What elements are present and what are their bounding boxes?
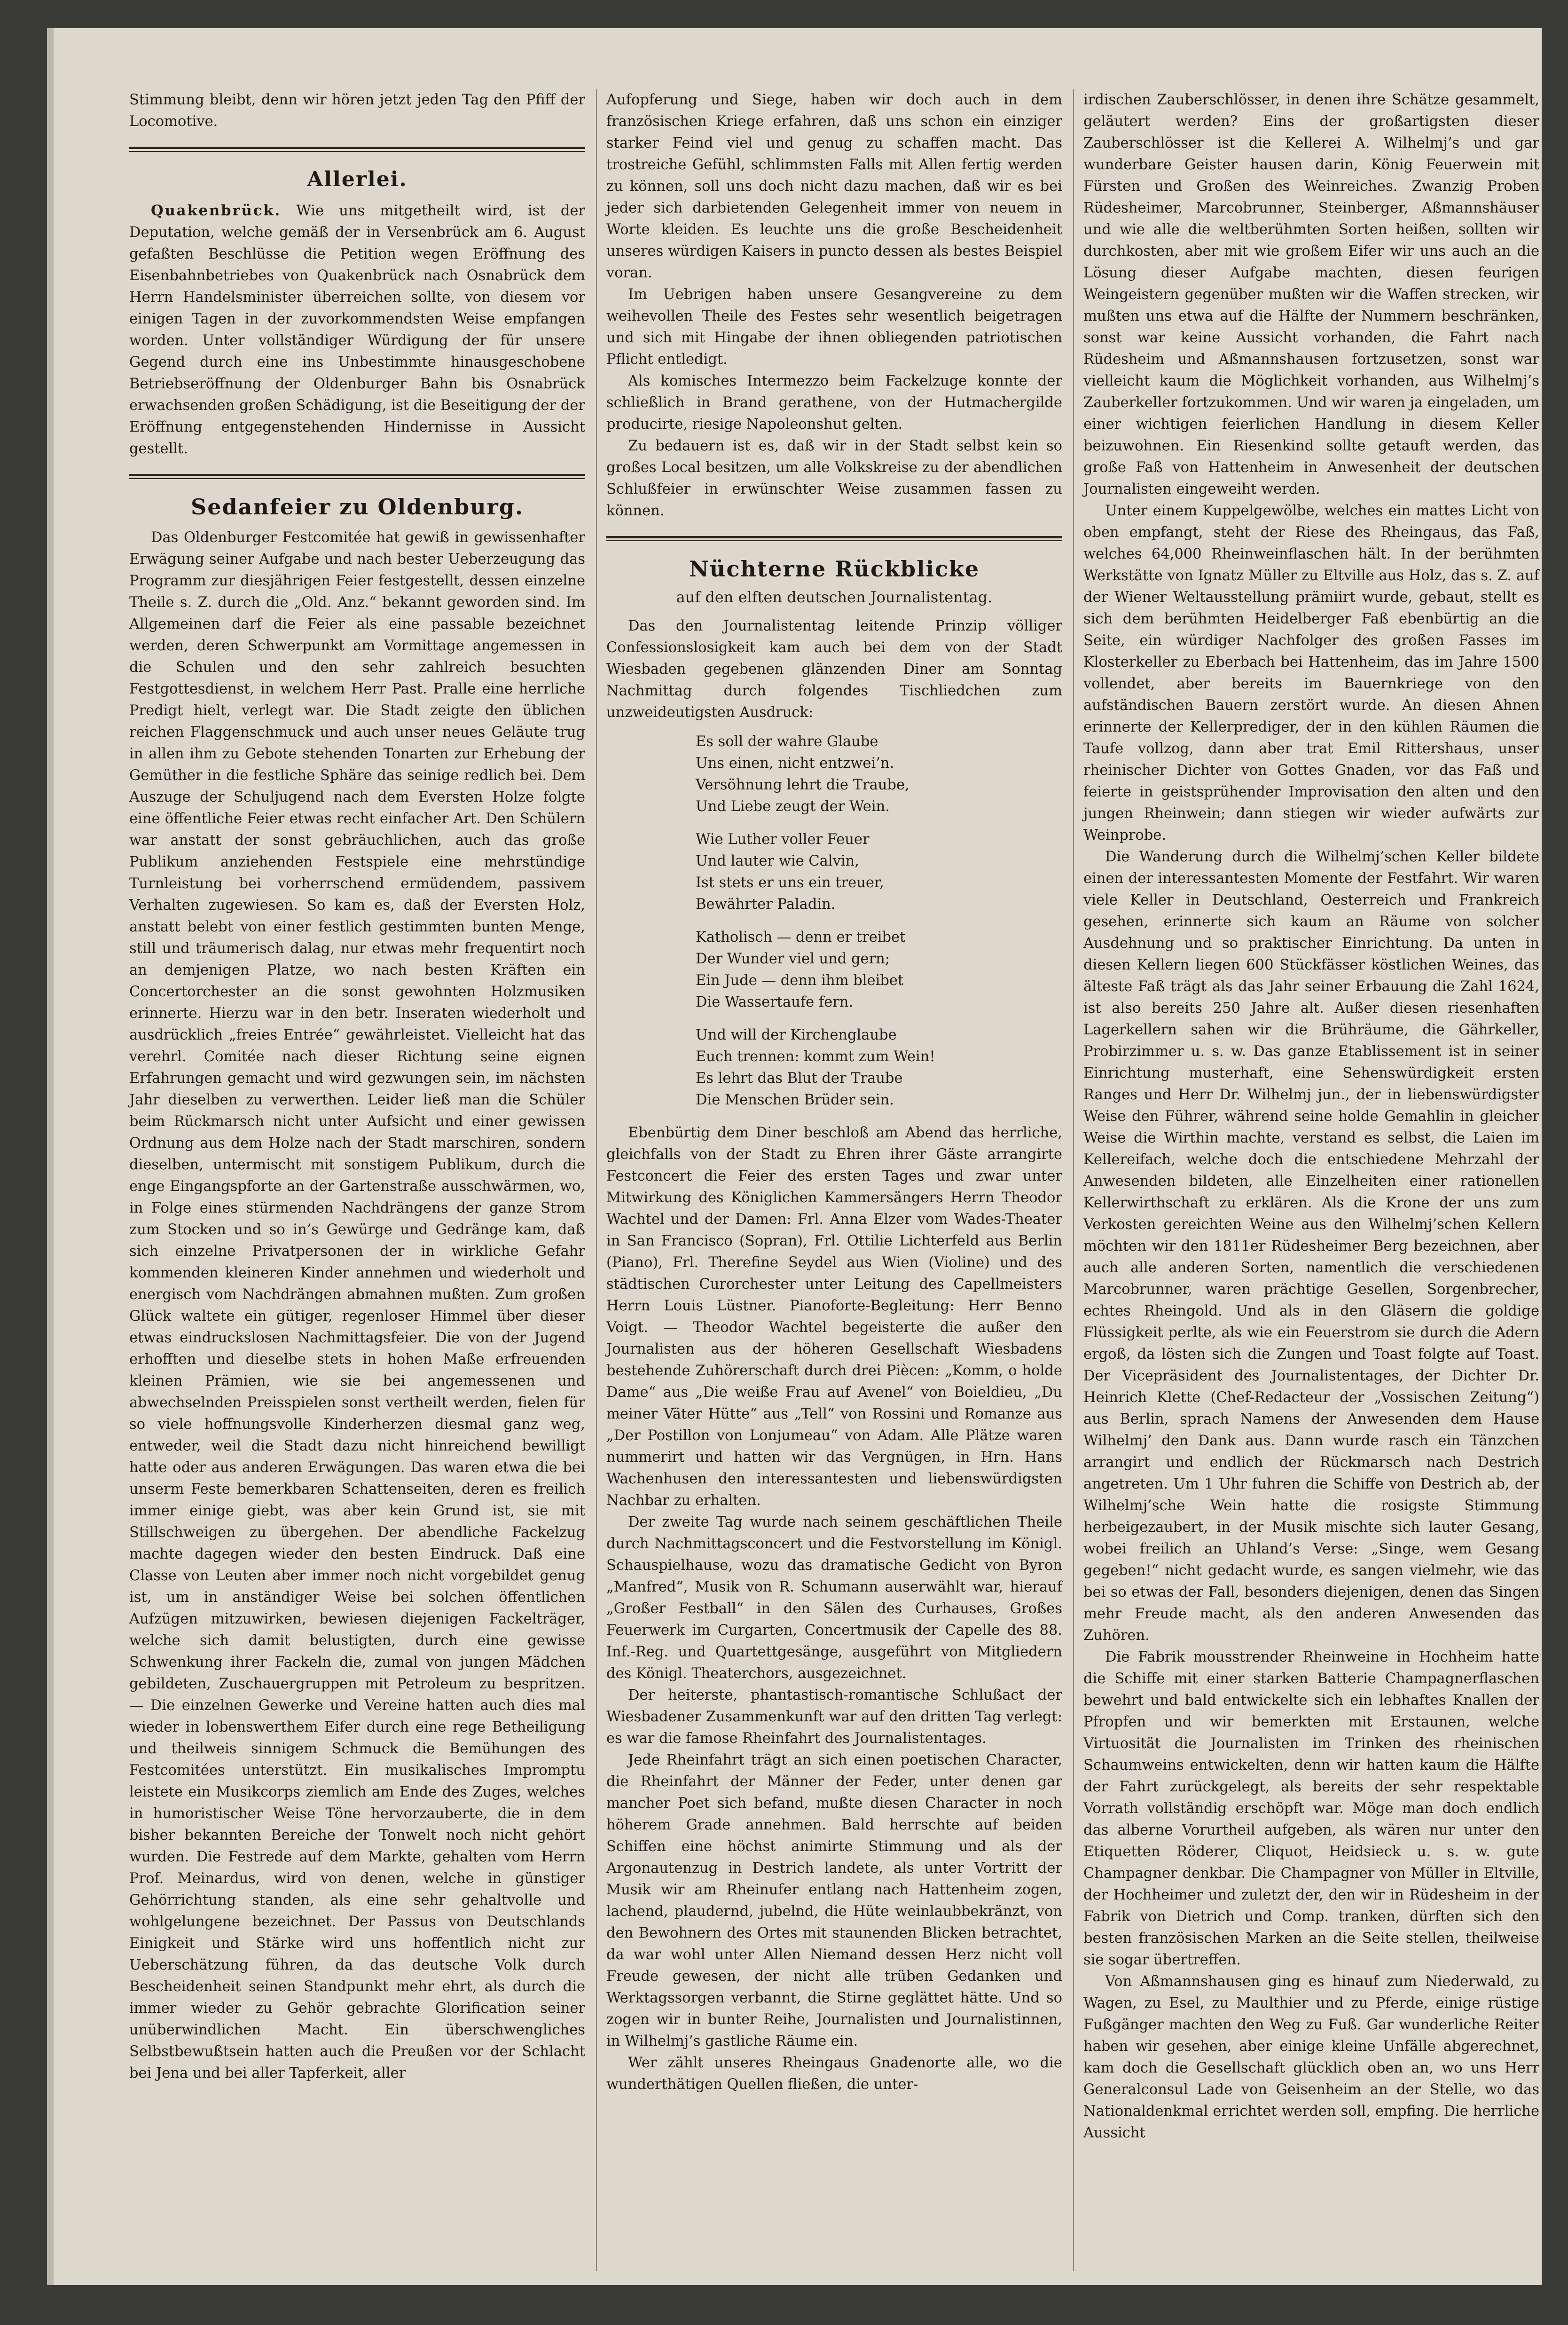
allerlei-heading: Allerlei.: [307, 167, 408, 191]
newspaper-page: [47, 28, 1542, 2285]
col3-paragraph: Die Wanderung durch die Wilhelmj’schen Keller bildete einen der interessantesten Momente der Festfahrt. Wir waren viele Keller in Deutschland, Oesterreich und Frankreich gesehen, erinnerte sich kaum an Räume von solcher Ausdehnung und so praktischer Einrichtung. Da unten in diesen Kellern liegen 600 Stückfässer köstlichen Weines, das älteste Faß trägt als das Jahr seiner Erbauung die Zahl 1624, ist also bereits 250 Jahre alt. Außer diesen riesenhaften Lagerkellern sahen wir die Brühräume, die Gährkeller, Probirzimmer u. s. w. Das ganze Etablissement ist in seiner Einrichtung musterhaft, eine Sehenswürdigkeit ersten Ranges und Herr Dr. Wilhelmj jun., der in liebenswürdigster Weise den Führer, während seine holde Gemahlin in gleicher Weise die Wirthin machte, verstand es selbst, die Laien im Kellereifach, welche doch die entschiedene Mehrzahl der Anwesenden bildeten, alle Einzelheiten einer rationellen Kellerwirthschaft zu erklären. Als die Krone der uns zum Verkosten gereichten Weine aus den Wilhelmj’schen Kellern möchten wir den 1811er Rüdesheimer Berg bezeichnen, aber auch alle anderen Sorten, namentlich die verschiedenen Marcobrunner, waren prächtige Gesellen, Sorgenbrecher, echtes Rheingold. Und als in den Gläsern die goldige Flüssigkeit perlte, als wie ein Feuerstrom sie durch die Adern ergoß, da lösten sich die Zungen und Toast folgte auf Toast. Der Vicepräsident des Journalistentages, der Dichter Dr. Heinrich Klette (Chef-Redacteur der „Vossischen Zeitung“) aus Berlin, sprach Namens der Anwesenden dem Hause Wilhelmj’ den Dank aus. Dann wurde rasch ein Tänzchen arrangirt und endlich der Rückmarsch nach Destrich angetreten. Um 1 Uhr fuhren die Schiffe von Destrich ab, der Wilhelmj’sche Wein hatte die rosigste Stimmung herbeigezaubert, in der Musik mischte sich lauter Gesang, wobei freilich an Uhland’s Verse: „Singe, wem Gesang gegeben!“ nicht gedacht wurde, es sangen vielmehr, wie das bei so etwas der Fall, besonders diejenigen, denen das Singen mehr Freude macht, als den anderen Anwesenden das Zuhören.: [1083, 849, 1539, 1644]
rueckblicke-heading: Nüchterne Rückblicke: [689, 556, 980, 582]
poem-stanza: [696, 927, 1062, 1013]
poem-line: Katholisch — denn er treibet: [696, 929, 906, 946]
poem-line: Der Wunder viel und gern;: [696, 951, 890, 967]
poem-line: Ein Jude — denn ihm bleibet: [696, 972, 904, 989]
page-binding-edge: [47, 28, 54, 2285]
poem-line: Und lauter wie Calvin,: [696, 853, 859, 869]
poem-stanza: [696, 1025, 1062, 1111]
poem-line: Versöhnung lehrt die Traube,: [696, 777, 909, 793]
poem-line: Bewährter Paladin.: [696, 896, 836, 913]
table-song-poem: [696, 731, 1062, 1111]
poem-line: Euch trennen: kommt zum Wein!: [696, 1048, 935, 1065]
col2-paragraph: Jede Rheinfahrt trägt an sich einen poetischen Character, die Rheinfahrt der Männer der Feder, unter denen gar mancher Poet sich befand, mußte diesen Character in noch höherem Grade annehmen. Bald herrschte auf beiden Schiffen eine höchst animirte Stimmung und als der Argonautenzug in Destrich landete, als unter Vortritt der Musik wir am Rheinufer entlang nach Hattenheim zogen, lachend, plaudernd, jubelnd, die Hüte weinlaubbekränzt, von den Bewohnern des Ortes mit staunenden Blicken betrachtet, da war wohl unter Allen Niemand dessen Herz nicht voll Freude gewesen, der nicht alle trüben Gedanken und Werktagssorgen verbannt, die Stirne geglättet hätte. Und so zogen wir in bunter Reihe, Journalisten und Journalistinnen, in Wilhelmj’s gastliche Räume ein.: [606, 1752, 1062, 2049]
col2-paragraph: Wer zählt unseres Rheingaus Gnadenorte alle, wo die wunderthätigen Quellen fließen, die unter-: [606, 2055, 1062, 2093]
poem-line: Und Liebe zeugt der Wein.: [696, 798, 890, 815]
poem-stanza: [696, 829, 1062, 915]
column-divider: [1073, 89, 1074, 2271]
poem-line: Und will der Kirchenglaube: [696, 1027, 897, 1043]
poem-line: Die Wassertaufe fern.: [696, 994, 854, 1010]
allerlei-place: Quakenbrück.: [151, 202, 282, 219]
poem-line: Wie Luther voller Feuer: [696, 831, 870, 848]
poem-stanza: [696, 731, 1062, 818]
col3-paragraph: irdischen Zauberschlösser, in denen ihre Schätze gesammelt, geläutert werden? Eins der großartigsten dieser Zauberschlösser ist die Kellerei A. Wilhelmj’s und gar wunderbare Geister hausen darin, König Feuerwein mit Fürsten und Großen des Weinreiches. Zwanzig Proben Rüdesheimer, Marcobrunner, Steinberger, Aßmannshäuser und wie alle die weltberühmten Sorten heißen, sollten wir durchkosten, aber mit wie großem Eifer wir uns auch an die Lösung dieser Aufgabe machten, diesen feurigen Weingeistern gegenüber mußten wir die Waffen strecken, wir mußten uns etwa auf die Hälfte der Nummern beschränken, sonst war keine Aussicht vorhanden, die Fahrt nach Rüdesheim und Aßmannshausen fortzusetzen, sonst war vielleicht kaum die Möglichkeit vorhanden, aus Wilhelmj’s Zauberkeller fortzukommen. Und wir waren ja eingeladen, um einer wichtigen feierlichen Handlung in diesem Keller beizuwohnen. Ein Riesenkind sollte getauft werden, das große Faß von Hattenheim in Anwesenheit der deutschen Journalisten eingeweiht werden.: [1083, 92, 1539, 497]
col2-paragraph: Als komisches Intermezzo beim Fackelzuge konnte der schließlich in Brand gerathene, von der Hutmachergilde producirte, riesige Napoleonshut gelten.: [606, 373, 1062, 433]
col2-paragraph: Zu bedauern ist es, daß wir in der Stadt selbst kein so großes Local besitzen, um alle Volkskreise zu der abendlichen Schlußfeier in erwünschter Weise zusammen fassen zu können.: [606, 438, 1062, 519]
poem-line: Die Menschen Brüder sein.: [696, 1092, 894, 1108]
section-divider: [606, 536, 1062, 541]
poem-line: Uns einen, nicht entzwei’n.: [696, 755, 894, 772]
column-divider: [596, 89, 597, 2271]
col2-paragraph: Aufopferung und Siege, haben wir doch auch in dem französischen Kriege erfahren, daß uns schon ein einziger starker Feind viel und genug zu schaffen macht. Das trostreiche Gefühl, schlimmsten Falls mit Allen fertig werden zu können, soll uns doch nicht dazu machen, daß wir es bei jeder sich darbietenden Gelegenheit immer von neuem in Worte kleiden. Es leuchte uns die große Bescheidenheit unseres würdigen Kaisers in puncto dessen als bestes Beispiel voran.: [606, 92, 1062, 281]
sedan-paragraph: Das Oldenburger Festcomitée hat gewiß in gewissenhafter Erwägung seiner Aufgabe und nach bester Ueberzeugung das Programm zur diesjährigen Feier festgestellt, dessen einzelne Theile s. Z. durch die „Old. Anz.“ bekannt geworden sind. Im Allgemeinen darf die Feier als eine passable bezeichnet werden, deren Schwerpunkt am Vormittage angemessen in die Schulen und den sehr zahlreich besuchten Festgottesdienst, in welchem Herr Past. Pralle eine herrliche Predigt hielt, verlegt war. Die Stadt zeigte den üblichen reichen Flaggenschmuck und auch unser neues Geläute trug in allen ihm zu Gebote stehenden Tonarten zur Erhebung der Gemüther in die festliche Sphäre das seinige redlich bei. Dem Auszuge der Schuljugend nach dem Eversten Holze folgte eine öffentliche Feier etwas recht einfacher Art. Den Schülern war anstatt der sonst gebräuchlichen, auch das große Publikum anziehenden Festspiele eine mehrstündige Turnleistung bei vorherrschend ermüdendem, passivem Verhalten zugewiesen. So kam es, daß der Eversten Holz, anstatt belebt von einer festlich gestimmten bunten Menge, still und träumerisch dalag, nur etwas mehr frequentirt noch an demjenigen Platze, wo nach besten Kräften ein Concertorchester an die sonst gewohnten Holzmusiken erinnerte. Hierzu war in den betr. Inseraten wiederholt und ausdrücklich „freies Entrée“ gewährleistet. Vielleicht hat das verehrl. Comitée nach dieser Richtung seine eignen Erfahrungen gemacht und wird gezwungen sein, im nächsten Jahr dieselben zu verwerthen. Leider ließ man die Schüler beim Rückmarsch nicht unter Aufsicht und einer gewissen Ordnung aus dem Holze nach der Stadt marschiren, sondern dieselben, untermischt mit sonstigem Publikum, durch die enge Eingangspforte an der Gartenstraße ausschwärmen, wo, in Folge eines stürmenden Nachdrängens der ganze Strom zum Stocken und so in’s Gewürge und Gedränge kam, daß sich einzelne Privatpersonen der in wirkliche Gefahr kommenden kleineren Kinder annehmen und wiederholt und energisch vom Nachdrängen abmahnen mußten. Zum großen Glück waltete ein gütiger, regenloser Himmel über dieser etwas eindruckslosen Nachmittagsfeier. Die von der Jugend erhofften und dieselbe stets in hohen Maße erfreuenden kleinen Prämien, wie sie bei angemessenen und abwechselnden Preisspielen sonst vertheilt werden, fielen für so viele hoffnungsvolle Kinderherzen diesmal ganz weg, entweder, weil die Stadt dazu nicht hinreichend bewilligt hatte oder aus anderen Erwägungen. Das waren etwa die bei unserm Feste bemerkbaren Schattenseiten, deren es freilich immer einige giebt, was aber kein Grund ist, sie mit Stillschweigen zu übergehen. Der abendliche Fackelzug machte dagegen wieder den besten Eindruck. Daß eine Classe von Leuten aber immer noch nicht vorgebildet genug ist, um in anständiger Weise bei solchen öffentlichen Aufzügen mitzuwirken, bewiesen diejenigen Fackelträger, welche sich damit belustigten, durch eine gewisse Schwenkung ihrer Fackeln die, zumal von jungen Mädchen gebildeten, Zuschauergruppen mit Petroleum zu bespritzen. — Die einzelnen Gewerke und Vereine hatten auch dies mal wieder in lobenswerthem Eifer durch eine rege Betheiligung und theilweis sinnigem Schmuck die Bemühungen des Festcomitées unterstützt. Ein musikalisches Impromptu leistete ein Musikcorps ziemlich am Ende des Zuges, welches in humoristischer Weise Töne hervorzauberte, die in dem bisher bekannten Bereiche der Tonwelt noch nicht gehört wurden. Die Festrede auf dem Markte, gehalten vom Herrn Prof. Meinardus, wird von denen, welche in günstiger Gehörrichtung standen, als eine sehr gehaltvolle und wohlgelungene bezeichnet. Der Passus von Deutschlands Einigkeit und Stärke wird uns hoffentlich nicht zur Ueberschätzung führen, da das deutsche Volk durch Bescheidenheit seinen Standpunkt mehr ehrt, als durch die immer wieder zu Gehör gebrachte Glorification seiner unüberwindlichen Macht. Ein überschwengliches Selbstbewußtsein hatten auch die Preußen vor der Schlacht bei Jena und bei aller Tapferkeit, aller: [129, 529, 585, 2081]
column-2: [606, 89, 1062, 2096]
col2-paragraph: Im Uebrigen haben unsere Gesangvereine zu dem weihevollen Theile des Festes sehr wesentlich beigetragen und sich mit Hingabe der ihnen obliegenden patriotischen Pflicht entledigt.: [606, 286, 1062, 368]
col2-paragraph: Der zweite Tag wurde nach seinem geschäftlichen Theile durch Nachmittagsconcert und die Festvorstellung im Königl. Schauspielhause, wozu das dramatische Gedicht von Byron „Manfred“, Musik von R. Schumann auserwählt war, hierauf „Großer Festball“ in den Sälen des Curhauses, Großes Feuerwerk im Curgarten, Concertmusik der Capelle des 88. Inf.-Reg. und Quartettgesänge, ausgeführt von Mitgliedern des Königl. Theaterchors, ausgezeichnet.: [606, 1514, 1062, 1682]
poem-line: Es soll der wahre Glaube: [696, 733, 878, 750]
section-divider: [129, 147, 585, 152]
poem-line: Ist stets er uns ein treuer,: [696, 875, 884, 891]
col3-paragraph: Die Fabrik mousstrender Rheinweine in Hochheim hatte die Schiffe mit einer starken Batterie Champagnerflaschen bewehrt und bald entwickelte sich ein lebhaftes Knallen der Pfropfen und wir bemerkten mit Erstaunen, welche Virtuosität die Journalisten im Trinken des rheinischen Schaumweins entwickelten, denn wir hatten kaum die Hälfte der Fahrt zurückgelegt, als bereits der sehr respektable Vorrath vollständig erschöpft war. Möge man doch endlich das alberne Vorurtheil aufgeben, als wären nur unter den Etiquetten Röderer, Cliquot, Heidsieck u. s. w. gute Champagner denkbar. Die Champagner von Müller in Eltville, der Hochheimer und zuletzt der, den wir in Rüdesheim in der Fabrik von Dietrich und Comp. tranken, dürften sich den besten französischen Marken an die Seite stellen, theilweise sie sogar übertreffen.: [1083, 1649, 1539, 1968]
rueckblicke-subtitle: auf den elften deutschen Journalistentag.: [676, 588, 993, 606]
allerlei-paragraph: [129, 200, 585, 460]
column-1: [129, 89, 585, 2084]
col3-paragraph: Unter einem Kuppelgewölbe, welches ein mattes Licht von oben empfangt, steht der Riese des Rheingaus, das Faß, welches 64,000 Rheinweinflaschen hält. In der berühmten Werkstätte von Ignatz Müller zu Eltville aus Holz, das s. Z. auf der Wiener Weltausstellung prämiirt wurde, gebaut, stellt es sich dem berühmten Heidelberger Faß ebenbürtig an die Seite, ein würdiger Nachfolger des großen Fasses im Klosterkeller zu Eberbach bei Hattenheim, das im Jahre 1500 vollendet, aber bereits im Bauernkriege von den aufständischen Bauern zerstört wurde. An diesen Ahnen erinnerte der Kellerprediger, der in den kühlen Räumen die Taufe vollzog, dann aber trat Emil Rittershaus, unser rheinischer Dichter von Gottes Gnaden, vor das Faß und feierte in geistsprühender Improvisation den alten und den jungen Rheinwein; dann stiegen wir wieder aufwärts zur Weinprobe.: [1083, 503, 1539, 843]
col2-paragraph: Das den Journalistentag leitende Prinzip völliger Confessionslosigkeit kam auch bei dem von der Stadt Wiesbaden gegebenen glänzenden Diner am Sonntag Nachmittag durch folgendes Tischliedchen zum unzweideutigsten Ausdruck:: [606, 618, 1062, 721]
column-3: [1083, 89, 1539, 2144]
col2-paragraph: Der heiterste, phantastisch-romantische Schlußact der Wiesbadener Zusammenkunft war auf den dritten Tag verlegt: es war die famose Rheinfahrt des Journalistentages.: [606, 1687, 1062, 1747]
col3-paragraph: Von Aßmannshausen ging es hinauf zum Niederwald, zu Wagen, zu Esel, zu Maulthier und zu Pferde, einige rüstige Fußgänger machten den Weg zu Fuß. Gar wunderliche Reiter haben wir gesehen, aber einige kleine Unfälle abgerechnet, kam doch die Gesellschaft glücklich oben an, wo uns Herr Generalconsul Lade von Geisenheim an der Stelle, wo das Nationaldenkmal errichtet werden soll, empfing. Die herrliche Aussicht: [1083, 1973, 1539, 2141]
allerlei-text: Wie uns mitgetheilt wird, ist der Deputation, welche gemäß der in Versenbrück am 6. August gefaßten Beschlüsse die Petition wegen Eröffnung des Eisenbahnbetriebes von Quakenbrück nach Osnabrück dem Herrn Handelsminister überreichen sollte, von diesem vor einigen Tagen in der zuvorkommendsten Weise empfangen worden. Unter vollständiger Würdigung der für unsere Gegend durch eine ins Unbestimmte hinausgeschobene Betriebseröffnung der Oldenburger Bahn bis Osnabrück erwachsenden großen Schädigung, ist die Beseitigung der der Eröffnung entgegenstehenden Hindernisse in Aussicht gestellt.: [129, 203, 586, 457]
poem-line: Es lehrt das Blut der Traube: [696, 1070, 903, 1087]
sedan-heading: Sedanfeier zu Oldenburg.: [191, 494, 524, 520]
col2-paragraph: Ebenbürtig dem Diner beschloß am Abend das herrliche, gleichfalls von der Stadt zu Ehren ihrer Gäste arrangirte Festconcert die Feier des ersten Tages und zwar unter Mitwirkung des Königlichen Kammersängers Herrn Theodor Wachtel und der Damen: Frl. Anna Elzer vom Wades-Theater in San Francisco (Sopran), Frl. Ottilie Lichterfeld aus Berlin (Piano), Frl. Therefine Seydel aus Wien (Violine) und des städtischen Curorchester unter Leitung des Capellmeisters Herrn Louis Lüstner. Pianoforte-Begleitung: Herr Benno Voigt. — Theodor Wachtel begeisterte die außer den Journalisten aus der höheren Gesellschaft Wiesbadens bestehende Zuhörerschaft durch drei Piècen: „Komm, o holde Dame“ aus „Die weiße Frau auf Avenel“ von Boieldieu, „Du meiner Väter Hütte“ aus „Tell“ von Rossini und Romanze aus „Der Postillon von Lonjumeau“ von Adam. Alle Plätze waren nummerirt und hatten wir das Vergnügen, in Hrn. Hans Wachenhusen den interessantesten und liebenswürdigsten Nachbar zu erhalten.: [606, 1125, 1062, 1509]
section-divider: [129, 474, 585, 479]
col1-intro: Stimmung bleibt, denn wir hören jetzt jeden Tag den Pfiff der Locomotive.: [129, 92, 585, 130]
